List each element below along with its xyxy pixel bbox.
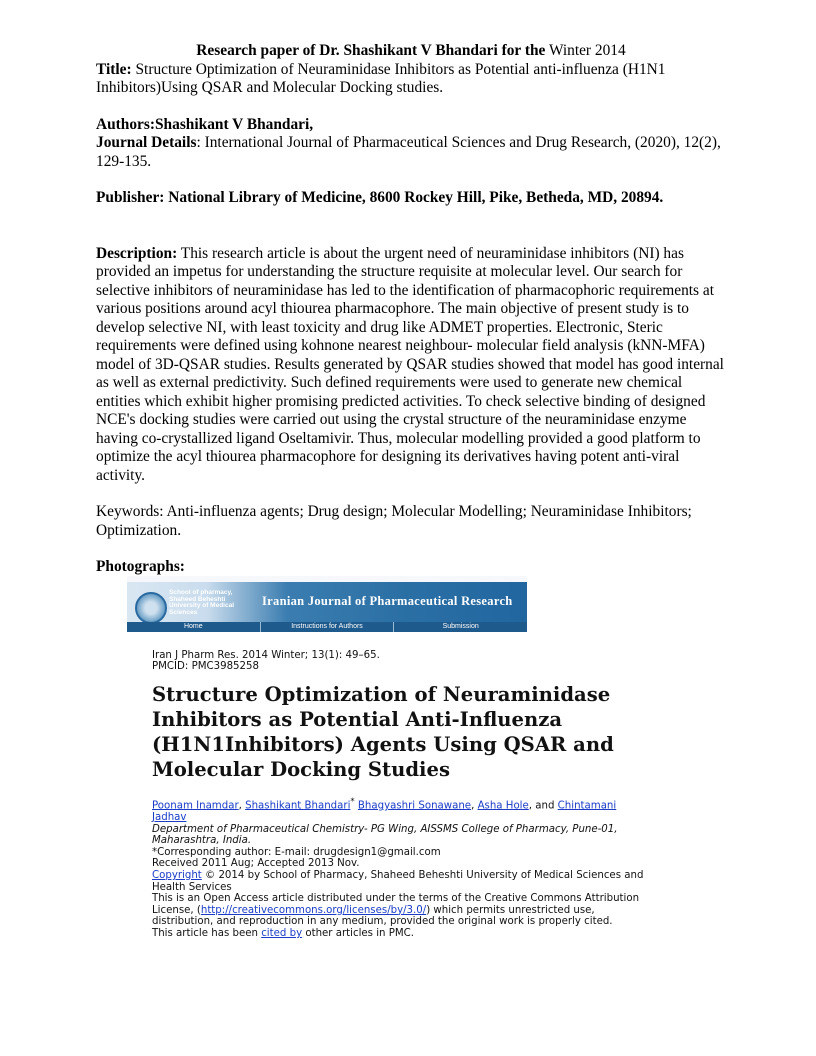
header-lead: Research paper of Dr. Shashikant V Bhandari for the: [196, 42, 546, 59]
description-paragraph: [96, 245, 726, 486]
authors-text: Shashikant V Bhandari,: [155, 115, 314, 133]
journal-screenshot: [127, 576, 657, 956]
journal-navbar: [127, 622, 527, 632]
description-label: Description:: [96, 244, 178, 262]
authors-paragraph: [96, 116, 726, 135]
license-link[interactable]: http://creativecommons.org/licenses/by/3.0/: [200, 904, 427, 916]
article-title: Structure Optimization of Neuraminidase Inhibitors as Potential Anti-Influenza (H1N1Inhibitors) Agents Using QSAR and Molecular Docking Studies: [152, 683, 614, 781]
author-link[interactable]: Shashikant Bhandari: [245, 800, 351, 812]
author-link[interactable]: Chintamani Jadhav: [152, 800, 617, 823]
title-text: Structure Optimization of Neuraminidase Inhibitors as Potential anti-influenza (H1N1 Inhibitors)Using QSAR and Molecular Docking studies.: [96, 60, 666, 96]
received-dates: Received 2011 Aug; Accepted 2013 Nov.: [152, 858, 360, 870]
nav-submission[interactable]: Submission: [393, 622, 527, 632]
copyright: Copyright © 2014 by School of Pharmacy, Shaheed Beheshti University of Medical Sciences and Health Services: [152, 869, 644, 893]
copyright-link[interactable]: Copyright: [152, 869, 202, 881]
license: This is an Open Access article distributed under the terms of the Creative Commons Attribution License, (http://creativecommons.org/licenses/by/3.0/) which permits unrestricted use, distribution, and reproduction in any medium, provided the original work is properly cited.: [152, 893, 640, 928]
nav-instructions[interactable]: Instructions for Authors: [260, 622, 394, 632]
author-link[interactable]: Poonam Inamdar: [152, 800, 239, 812]
authors-label: Authors:: [96, 115, 155, 133]
page-header: [96, 42, 726, 61]
title-label: Title:: [96, 60, 132, 78]
affiliation: Department of Pharmaceutical Chemistry- PG Wing, AISSMS College of Pharmacy, Pune-01, Maharashtra, India.: [152, 823, 618, 847]
title-paragraph: [96, 61, 726, 98]
article-meta: [152, 797, 652, 940]
corresponding-author: *Corresponding author: E-mail: drugdesign1@gmail.com: [152, 846, 441, 858]
cited-by: This article has been cited by other articles in PMC.: [152, 927, 415, 939]
description-text: This research article is about the urgent need of neuraminidase inhibitors (NI) has provided an impetus for understanding the structure requisite at molecular level. Our search for selective inhibitors of neuraminidase has led to the identification of pharmacophoric requirements at various positions around acyl thiourea pharmacophore. The main objective of present study is to develop selective NI, with least toxicity and drug like ADMET properties. Electronic, Steric requirements were defined using kohnone nearest neighbour- molecular field analysis (kNN-MFA) model of 3D-QSAR studies. Results generated by QSAR studies showed that model has good internal as well as external predictivity. Such defined requirements were used to generate new chemical entities which exhibit higher promising predicted activities. To check selective binding of designed NCE's docking studies were carried out using the crystal structure of the neuraminidase enzyme having co-crystallized ligand Oseltamivir. Thus, molecular modelling provided a good platform to optimize the acyl thiourea pharmacophore for designing its derivatives having potent anti-viral activity.: [96, 244, 724, 484]
photographs-label: Photographs:: [96, 558, 185, 575]
journal-paragraph: [96, 134, 726, 171]
keywords-paragraph: Keywords: Anti-influenza agents; Drug design; Molecular Modelling; Neuraminidase Inhibitors; Optimization.: [96, 503, 692, 539]
school-logo-icon: [135, 592, 167, 624]
author-link[interactable]: Bhagyashri Sonawane: [357, 800, 472, 812]
cited-by-link[interactable]: cited by: [261, 927, 303, 939]
citation: [152, 650, 380, 672]
header-term: Winter 2014: [548, 42, 626, 59]
document-body: [96, 42, 726, 577]
nav-home[interactable]: Home: [183, 623, 203, 630]
school-name: School of pharmacy, Shaheed Beheshti University of Medical Sciences: [169, 589, 235, 616]
pmcid-line: PMCID: PMC3985258: [152, 661, 259, 672]
journal-text: : International Journal of Pharmaceutical Sciences and Drug Research, (2020), 12(2), 129-135.: [96, 134, 721, 170]
author-link[interactable]: Asha Hole: [477, 800, 529, 812]
journal-label: Journal Details: [96, 134, 197, 151]
author-list: Poonam Inamdar, Shashikant Bhandari* Bhagyashri Sonawane, Asha Hole, and Chintamani Jadhav: [152, 797, 617, 823]
journal-name: Iranian Journal of Pharmaceutical Research: [262, 594, 513, 608]
publisher-paragraph: Publisher: National Library of Medicine, 8600 Rockey Hill, Pike, Betheda, MD, 20894.: [96, 189, 664, 206]
citation-line: Iran J Pharm Res. 2014 Winter; 13(1): 49–65.: [152, 650, 380, 661]
